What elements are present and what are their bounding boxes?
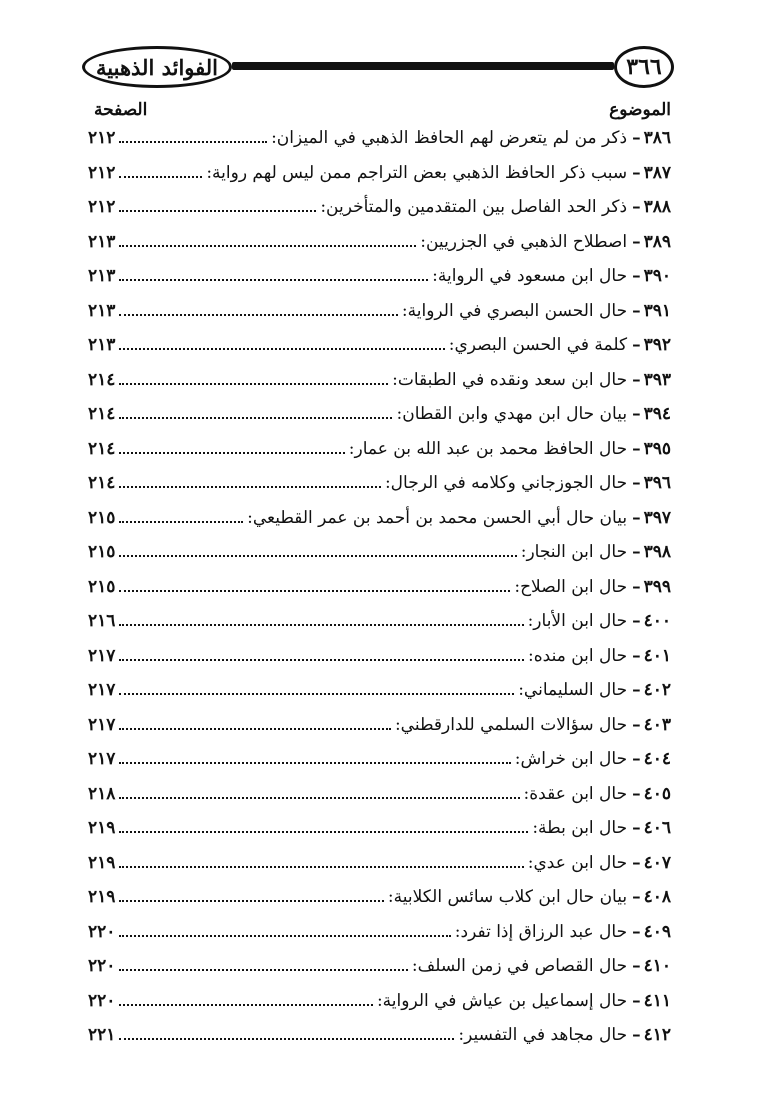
dot-leader	[119, 831, 528, 833]
entry-number: ٣٩٨	[643, 542, 671, 562]
toc-entry: ٤١١ – حال إسماعيل بن عياش في الرواية: ٢٢٠	[88, 990, 671, 1011]
entry-title: حال ابن مسعود في الرواية:	[432, 266, 628, 286]
entry-title: حال ابن خراش:	[514, 749, 628, 769]
entry-title: ذكر الحد الفاصل بين المتقدمين والمتأخرين:	[320, 197, 628, 217]
entry-title: حال الحسن البصري في الرواية:	[401, 300, 628, 321]
entry-number: ٣٩٢	[643, 335, 671, 355]
entry-number: ٤١٠	[643, 956, 671, 976]
entry-number: ٤٠٩	[643, 921, 671, 942]
toc-entry: ٤٠٩ – حال عبد الرزاق إذا تفرد: ٢٢٠	[88, 921, 671, 942]
dot-leader	[119, 969, 407, 971]
entry-title: حال ابن عدي:	[527, 852, 628, 873]
toc-entry: ٤٠٦ – حال ابن بطة: ٢١٩	[88, 818, 671, 838]
entry-page-number: ٢١٦	[88, 611, 116, 631]
toc-entry: ٣٨٨ – ذكر الحد الفاصل بين المتقدمين والمتأخرين: ٢١٢	[88, 197, 671, 217]
entry-page-number: ٢١٥	[88, 507, 116, 528]
entry-title: حال ابن الصلاح:	[514, 576, 628, 597]
toc-entry: ٤٠٠ – حال ابن الأبار: ٢١٦	[88, 611, 671, 631]
entry-page-number: ٢١٤	[88, 369, 116, 390]
header-rule	[232, 62, 614, 70]
entry-title: حال الحافظ محمد بن عبد الله بن عمار:	[348, 438, 628, 459]
entry-page-number: ٢١٣	[88, 266, 116, 286]
entry-page-number: ٢٢٠	[88, 921, 116, 942]
entry-title: حال مجاهد في التفسير:	[458, 1025, 628, 1045]
entry-title: حال ابن الأبار:	[527, 611, 628, 631]
entry-title: كلمة في الحسن البصري:	[448, 335, 628, 355]
toc-entry: ٤٠٢ – حال السليماني: ٢١٧	[88, 680, 671, 700]
dot-leader	[119, 141, 267, 143]
dot-leader	[119, 279, 428, 281]
entry-number: ٣٩٥	[643, 438, 671, 459]
dot-leader	[119, 797, 519, 799]
entry-title: حال ابن عقدة:	[523, 783, 628, 804]
dot-leader	[119, 935, 450, 937]
entry-number: ٣٩٤	[643, 404, 671, 424]
entry-page-number: ٢١٧	[88, 714, 116, 735]
page-header	[82, 46, 674, 90]
dot-leader	[119, 555, 516, 557]
entry-number: ٤٠٣	[643, 714, 671, 735]
entry-number: ٣٩١	[643, 300, 671, 321]
toc-entry: ٤١٠ – حال القصاص في زمن السلف: ٢٢٠	[88, 956, 671, 976]
page-number-oval: ٣٦٦	[614, 46, 674, 88]
page-column-heading: الصفحة	[94, 100, 148, 120]
dot-leader	[119, 521, 243, 523]
entry-number: ٣٨٦	[643, 128, 671, 148]
entry-page-number: ٢١٥	[88, 542, 116, 562]
entry-page-number: ٢١٣	[88, 231, 116, 252]
toc-entry: ٤٠٥ – حال ابن عقدة: ٢١٨	[88, 783, 671, 804]
toc-entry: ٤٠١ – حال ابن منده: ٢١٧	[88, 645, 671, 666]
toc-entry: ٣٩٣ – حال ابن سعد ونقده في الطبقات: ٢١٤	[88, 369, 671, 390]
entry-number: ٤٠١	[643, 645, 671, 666]
entry-page-number: ٢١٢	[88, 197, 116, 217]
entry-number: ٤٠٥	[643, 783, 671, 804]
dot-leader	[119, 900, 384, 902]
entry-page-number: ٢١٨	[88, 783, 116, 804]
entry-page-number: ٢٢١	[88, 1025, 116, 1045]
toc-entry: ٣٩٩ – حال ابن الصلاح: ٢١٥	[88, 576, 671, 597]
dot-leader	[119, 1038, 454, 1040]
dot-leader	[119, 762, 510, 764]
entry-number: ٣٩٦	[643, 473, 671, 493]
toc-entry: ٤٠٣ – حال سؤالات السلمي للدارقطني: ٢١٧	[88, 714, 671, 735]
entry-number: ٣٩٠	[643, 266, 671, 286]
toc-entry: ٣٩٨ – حال ابن النجار: ٢١٥	[88, 542, 671, 562]
entry-page-number: ٢٢٠	[88, 990, 116, 1011]
toc-entry: ٣٩٢ – كلمة في الحسن البصري: ٢١٣	[88, 335, 671, 355]
entry-title: حال إسماعيل بن عياش في الرواية:	[376, 990, 628, 1011]
entry-page-number: ٢١٤	[88, 404, 116, 424]
dot-leader	[119, 314, 398, 316]
entry-number: ٤٠٦	[643, 818, 671, 838]
toc-entry: ٣٩٥ – حال الحافظ محمد بن عبد الله بن عمار: ٢١٤	[88, 438, 671, 459]
toc-entry: ٣٩٧ – بيان حال أبي الحسن محمد بن أحمد بن عمر القطيعي: ٢١٥	[88, 507, 671, 528]
toc-entry: ٣٨٩ – اصطلاح الذهبي في الجزريين: ٢١٣	[88, 231, 671, 252]
dot-leader	[119, 866, 523, 868]
entry-page-number: ٢١٣	[88, 335, 116, 355]
entry-number: ٤١١	[643, 990, 671, 1011]
toc-entry: ٣٩١ – حال الحسن البصري في الرواية: ٢١٣	[88, 300, 671, 321]
entry-page-number: ٢٢٠	[88, 956, 116, 976]
toc-entry: ٣٩٦ – حال الجوزجاني وكلامه في الرجال: ٢١٤	[88, 473, 671, 493]
entry-page-number: ٢١٩	[88, 887, 116, 907]
toc-entry: ٣٨٦ – ذكر من لم يتعرض لهم الحافظ الذهبي في الميزان: ٢١٢	[88, 128, 671, 148]
book-title-oval: الفوائد الذهبية	[82, 46, 232, 88]
toc-entry: ٣٩٤ – بيان حال ابن مهدي وابن القطان: ٢١٤	[88, 404, 671, 424]
entry-page-number: ٢١٧	[88, 680, 116, 700]
entry-page-number: ٢١٧	[88, 645, 116, 666]
entry-page-number: ٢١٣	[88, 300, 116, 321]
dot-leader	[119, 176, 202, 178]
entry-number: ٤٠٠	[643, 611, 671, 631]
entry-title: حال السليماني:	[518, 680, 628, 700]
dot-leader	[119, 417, 392, 419]
entry-page-number: ٢١٢	[88, 128, 116, 148]
entry-title: حال الجوزجاني وكلامه في الرجال:	[384, 473, 628, 493]
dot-leader	[119, 590, 510, 592]
entry-number: ٣٨٩	[643, 231, 671, 252]
entry-page-number: ٢١٢	[88, 162, 116, 183]
toc-entry: ٤٠٤ – حال ابن خراش: ٢١٧	[88, 749, 671, 769]
entry-title: حال ابن بطة:	[532, 818, 628, 838]
toc-entry: ٣٨٧ – سبب ذكر الحافظ الذهبي بعض التراجم ممن ليس لهم رواية: ٢١٢	[88, 162, 671, 183]
entry-title: بيان حال ابن مهدي وابن القطان:	[396, 404, 628, 424]
entry-title: ذكر من لم يتعرض لهم الحافظ الذهبي في الميزان:	[271, 128, 628, 148]
dot-leader	[119, 693, 514, 695]
toc-entry: ٤٠٧ – حال ابن عدي: ٢١٩	[88, 852, 671, 873]
dot-leader	[119, 486, 381, 488]
entry-number: ٤٠٤	[643, 749, 671, 769]
entry-page-number: ٢١٤	[88, 473, 116, 493]
dot-leader	[119, 245, 416, 247]
entry-title: سبب ذكر الحافظ الذهبي بعض التراجم ممن ليس لهم رواية:	[206, 162, 628, 183]
entry-number: ٣٩٩	[643, 576, 671, 597]
dot-leader	[119, 659, 524, 661]
dot-leader	[119, 1004, 373, 1006]
entry-number: ٤٠٢	[643, 680, 671, 700]
entry-title: حال ابن سعد ونقده في الطبقات:	[392, 369, 628, 390]
entry-number: ٤١٢	[643, 1025, 671, 1045]
entry-number: ٣٨٧	[643, 162, 671, 183]
entry-title: حال ابن النجار:	[520, 542, 628, 562]
entry-title: بيان حال ابن كلاب سائس الكلابية:	[387, 887, 628, 907]
entry-title: اصطلاح الذهبي في الجزريين:	[420, 231, 628, 252]
toc-entry: ٣٩٠ – حال ابن مسعود في الرواية: ٢١٣	[88, 266, 671, 286]
topic-column-heading: الموضوع	[609, 100, 671, 120]
entry-title: حال سؤالات السلمي للدارقطني:	[394, 714, 628, 735]
entry-number: ٣٩٣	[643, 369, 671, 390]
column-headings	[88, 100, 671, 124]
entry-title: حال ابن منده:	[528, 645, 628, 666]
toc-entry: ٤١٢ – حال مجاهد في التفسير: ٢٢١	[88, 1025, 671, 1045]
toc-entry: ٤٠٨ – بيان حال ابن كلاب سائس الكلابية: ٢١٩	[88, 887, 671, 907]
entry-page-number: ٢١٤	[88, 438, 116, 459]
dot-leader	[119, 624, 523, 626]
entry-page-number: ٢١٧	[88, 749, 116, 769]
entry-title: حال عبد الرزاق إذا تفرد:	[454, 921, 628, 942]
entry-page-number: ٢١٩	[88, 818, 116, 838]
entry-page-number: ٢١٩	[88, 852, 116, 873]
entry-title: حال القصاص في زمن السلف:	[411, 956, 628, 976]
entry-number: ٤٠٧	[643, 852, 671, 873]
dot-leader	[119, 210, 316, 212]
dot-leader	[119, 383, 388, 385]
dot-leader	[119, 452, 344, 454]
entry-number: ٣٩٧	[643, 507, 671, 528]
toc-list	[88, 128, 671, 1060]
entry-number: ٣٨٨	[643, 197, 671, 217]
entry-page-number: ٢١٥	[88, 576, 116, 597]
entry-title: بيان حال أبي الحسن محمد بن أحمد بن عمر القطيعي:	[247, 507, 628, 528]
dot-leader	[119, 348, 444, 350]
dot-leader	[119, 728, 391, 730]
entry-number: ٤٠٨	[643, 887, 671, 907]
